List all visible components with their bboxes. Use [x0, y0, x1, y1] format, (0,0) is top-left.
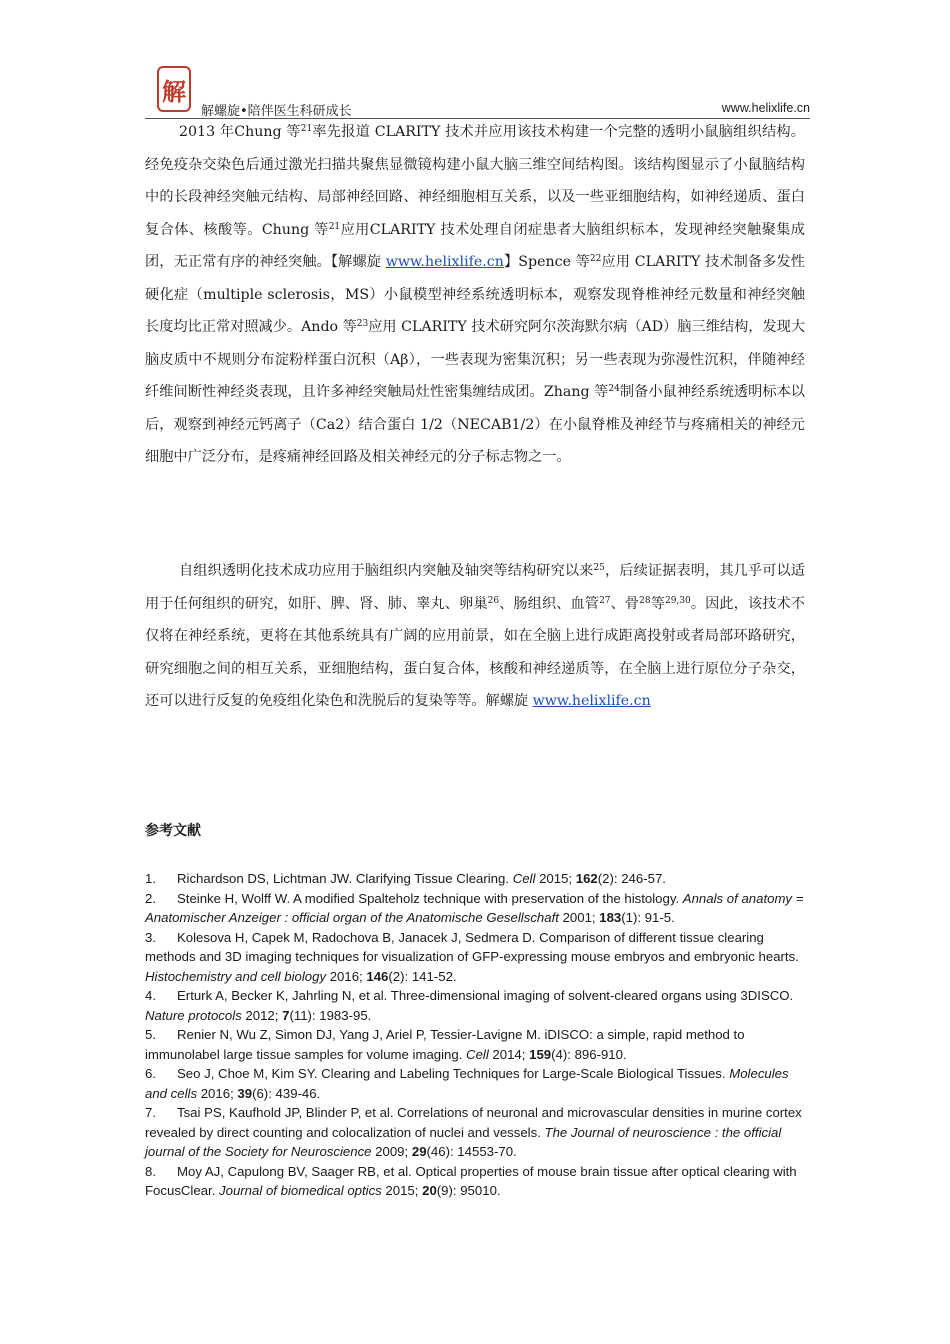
reference-authors: Richardson DS, Lichtman JW. Clarifying Tissue Clearing. — [177, 871, 513, 886]
reference-pages: (46): 14553-70. — [426, 1144, 517, 1159]
header-url[interactable]: www.helixlife.cn — [721, 101, 810, 115]
reference-number: 5. — [145, 1027, 156, 1042]
reference-journal: The Journal of neuroscience : the official journal of the Society for Neuroscience — [145, 1124, 782, 1159]
reference-pages: (9): 95010. — [436, 1183, 501, 1198]
reference-number: 4. — [145, 988, 156, 1003]
reference-authors: Kolesova H, Capek M, Radochova B, Janacek J, Sedmera D. Comparison of different tissue clearing methods and 3D imaging techniques for visualization of GFP-expressing mouse embryos and embryonic hearts. — [145, 929, 799, 964]
reference-journal: Cell — [466, 1046, 489, 1062]
text-run: 2013 年Chung 等 — [179, 124, 301, 140]
reference-volume: 162 — [575, 871, 598, 886]
header-slogan: 解螺旋•陪伴医生科研成长 — [201, 104, 352, 119]
text-run: 。因此，该技术不仅将在神经系统，更将在其他系统具有广阔的应用前景，如在全脑上进行成距离投射或者局部环路研究，研究细胞之间的相互关系，亚细胞结构，蛋白复合体，核酸和神经递质等，在全脑上进行原位分子杂交，还可以进行反复的免疫组化染色和洗脱后的复染等等。解螺旋 — [145, 595, 805, 709]
citation: 22 — [589, 254, 602, 264]
reference-item — [145, 928, 810, 987]
reference-journal: Journal of biomedical optics — [219, 1183, 382, 1198]
reference-authors: Seo J, Choe M, Kim SY. Clearing and Labeling Techniques for Large-Scale Biological Tissues. — [177, 1066, 730, 1081]
reference-pages: (11): 1983-95. — [289, 1007, 372, 1023]
reference-volume: 146 — [366, 968, 389, 984]
reference-journal: Molecules and cells — [145, 1066, 789, 1101]
reference-number: 6. — [145, 1066, 156, 1081]
reference-list — [145, 869, 810, 1201]
reference-volume: 159 — [529, 1046, 552, 1062]
helixlife-link[interactable]: www.helixlife.cn — [532, 693, 651, 709]
reference-item — [145, 869, 810, 889]
reference-journal: Histochemistry and cell biology — [145, 968, 327, 984]
body-paragraph-2 — [145, 555, 805, 718]
text-run: 】Spence 等 — [503, 254, 590, 270]
text-run: 制备小鼠神经系统透明标本以后，观察到神经元钙离子（Ca2）结合蛋白 1/2（NECAB1/2）在小鼠脊椎及神经节与疼痛相关的神经元细胞中广泛分布，是疼痛神经回路及相关神经元的分子标志物之一。 — [145, 384, 805, 465]
citation: 21 — [300, 124, 313, 134]
citation: 23 — [356, 319, 369, 329]
reference-pages: (1): 91-5. — [621, 910, 675, 925]
logo-seal-icon: 解 — [157, 66, 191, 112]
reference-volume: 20 — [422, 1183, 437, 1198]
reference-journal: Nature protocols — [145, 1007, 242, 1023]
citation: 26 — [487, 595, 500, 606]
reference-year: 2016; — [326, 968, 367, 984]
reference-pages: (4): 896-910. — [551, 1046, 627, 1062]
helixlife-link[interactable]: www.helixlife.cn — [385, 254, 504, 270]
reference-volume: 29 — [411, 1144, 427, 1159]
reference-pages: (2): 141-52. — [388, 968, 457, 984]
citation: 28 — [639, 595, 651, 606]
text-run: 自组织透明化技术成功应用于脑组织内突触及轴突等结构研究以来 — [179, 563, 594, 579]
text-run: 率先报道 CLARITY 技术并应用该技术构建一个完整的透明小鼠脑组织结构。经免疫杂交染色后通过激光扫描共聚焦显微镜构建小鼠大脑三维空间结构图。该结构图显示了小鼠脑结构中的长段神经突触元结构、局部神经回路、神经细胞相互关系，以及一些亚细胞结构，如神经递质、蛋白复合体、核酸等。Chung 等 — [145, 124, 805, 238]
reference-authors: Renier N, Wu Z, Simon DJ, Yang J, Ariel P, Tessier-Lavigne M. iDISCO: a simple, rapid method to immunolabel large tissue samples for volume imaging. — [145, 1027, 745, 1062]
page-header — [145, 60, 810, 118]
reference-item — [145, 1064, 810, 1103]
text-run: 等 — [650, 595, 665, 612]
reference-item — [145, 1103, 810, 1162]
reference-volume: 183 — [599, 910, 622, 925]
citation: 27 — [599, 595, 611, 606]
reference-journal: Annals of anatomy = Anatomischer Anzeiger : official organ of the Anatomische Gesellschaft — [145, 890, 804, 925]
reference-item — [145, 1025, 810, 1064]
reference-number: 7. — [145, 1105, 156, 1120]
citation: 25 — [593, 563, 605, 573]
reference-item — [145, 986, 810, 1025]
reference-pages: (2): 246-57. — [597, 871, 666, 886]
reference-year: 2015; — [535, 871, 576, 886]
references-title: 参考文献 — [145, 823, 201, 839]
reference-year: 2012; — [241, 1007, 283, 1023]
body-paragraph-1 — [145, 116, 805, 474]
text-run: 应用 CLARITY 技术研究阿尔茨海默尔病（AD）脑三维结构，发现大脑皮质中不规则分布淀粉样蛋白沉积（Aβ），一些表现为密集沉积；另一些表现为弥漫性沉积，伴随神经纤维间断性神经炎表现，且许多神经突触局灶性密集缠结成团。Zhang 等 — [145, 319, 806, 400]
reference-number: 3. — [145, 929, 156, 945]
reference-year: 2014; — [488, 1046, 530, 1062]
citation: 21 — [328, 221, 341, 232]
reference-pages: (6): 439-46. — [252, 1085, 321, 1101]
citation: 24 — [608, 384, 620, 394]
reference-volume: 7 — [282, 1007, 290, 1023]
text-run: 、骨 — [610, 595, 640, 612]
reference-number: 1. — [145, 871, 156, 886]
reference-item — [145, 889, 810, 928]
reference-authors: Moy AJ, Capulong BV, Saager RB, et al. Optical properties of mouse brain tissue after optical clearing with FocusClear. — [145, 1163, 797, 1198]
text-run: 应用 CLARITY 技术制备多发性硬化症（multiple sclerosis，MS）小鼠模型神经系统透明标本，观察发现脊椎神经元数量和神经突触长度均比正常对照减少。Ando 等 — [145, 254, 805, 335]
reference-authors: Erturk A, Becker K, Jahrling N, et al. Three-dimensional imaging of solvent-cleared organs using 3DISCO. — [177, 988, 794, 1003]
reference-authors: Steinke H, Wolff W. A modified Spalteholz technique with preservation of the histology. — [177, 890, 683, 906]
text-run: 、肠组织、血管 — [499, 595, 600, 612]
reference-item — [145, 1162, 810, 1201]
reference-year: 2001; — [558, 910, 600, 925]
text-run: 应用CLARITY 技术处理自闭症患者大脑组织标本，发现神经突触聚集成团，无正常有序的神经突触。【解螺旋 — [145, 221, 805, 270]
reference-number: 2. — [145, 890, 156, 906]
reference-number: 8. — [145, 1163, 156, 1179]
reference-year: 2016; — [197, 1085, 238, 1101]
reference-year: 2009; — [371, 1144, 412, 1159]
reference-year: 2015; — [381, 1183, 423, 1198]
citation: 29,30 — [664, 595, 691, 606]
reference-authors: Tsai PS, Kaufhold JP, Blinder P, et al. Correlations of neuronal and microvascular densities in murine cortex revealed by direct counting and colocalization of nuclei and vessels. — [145, 1105, 802, 1140]
reference-journal: Cell — [512, 871, 536, 886]
reference-volume: 39 — [237, 1085, 253, 1101]
text-run: ，后续证据表明，其几乎可以适用于任何组织的研究，如肝、脾、肾、肺、睾丸、卵巢 — [145, 563, 805, 612]
